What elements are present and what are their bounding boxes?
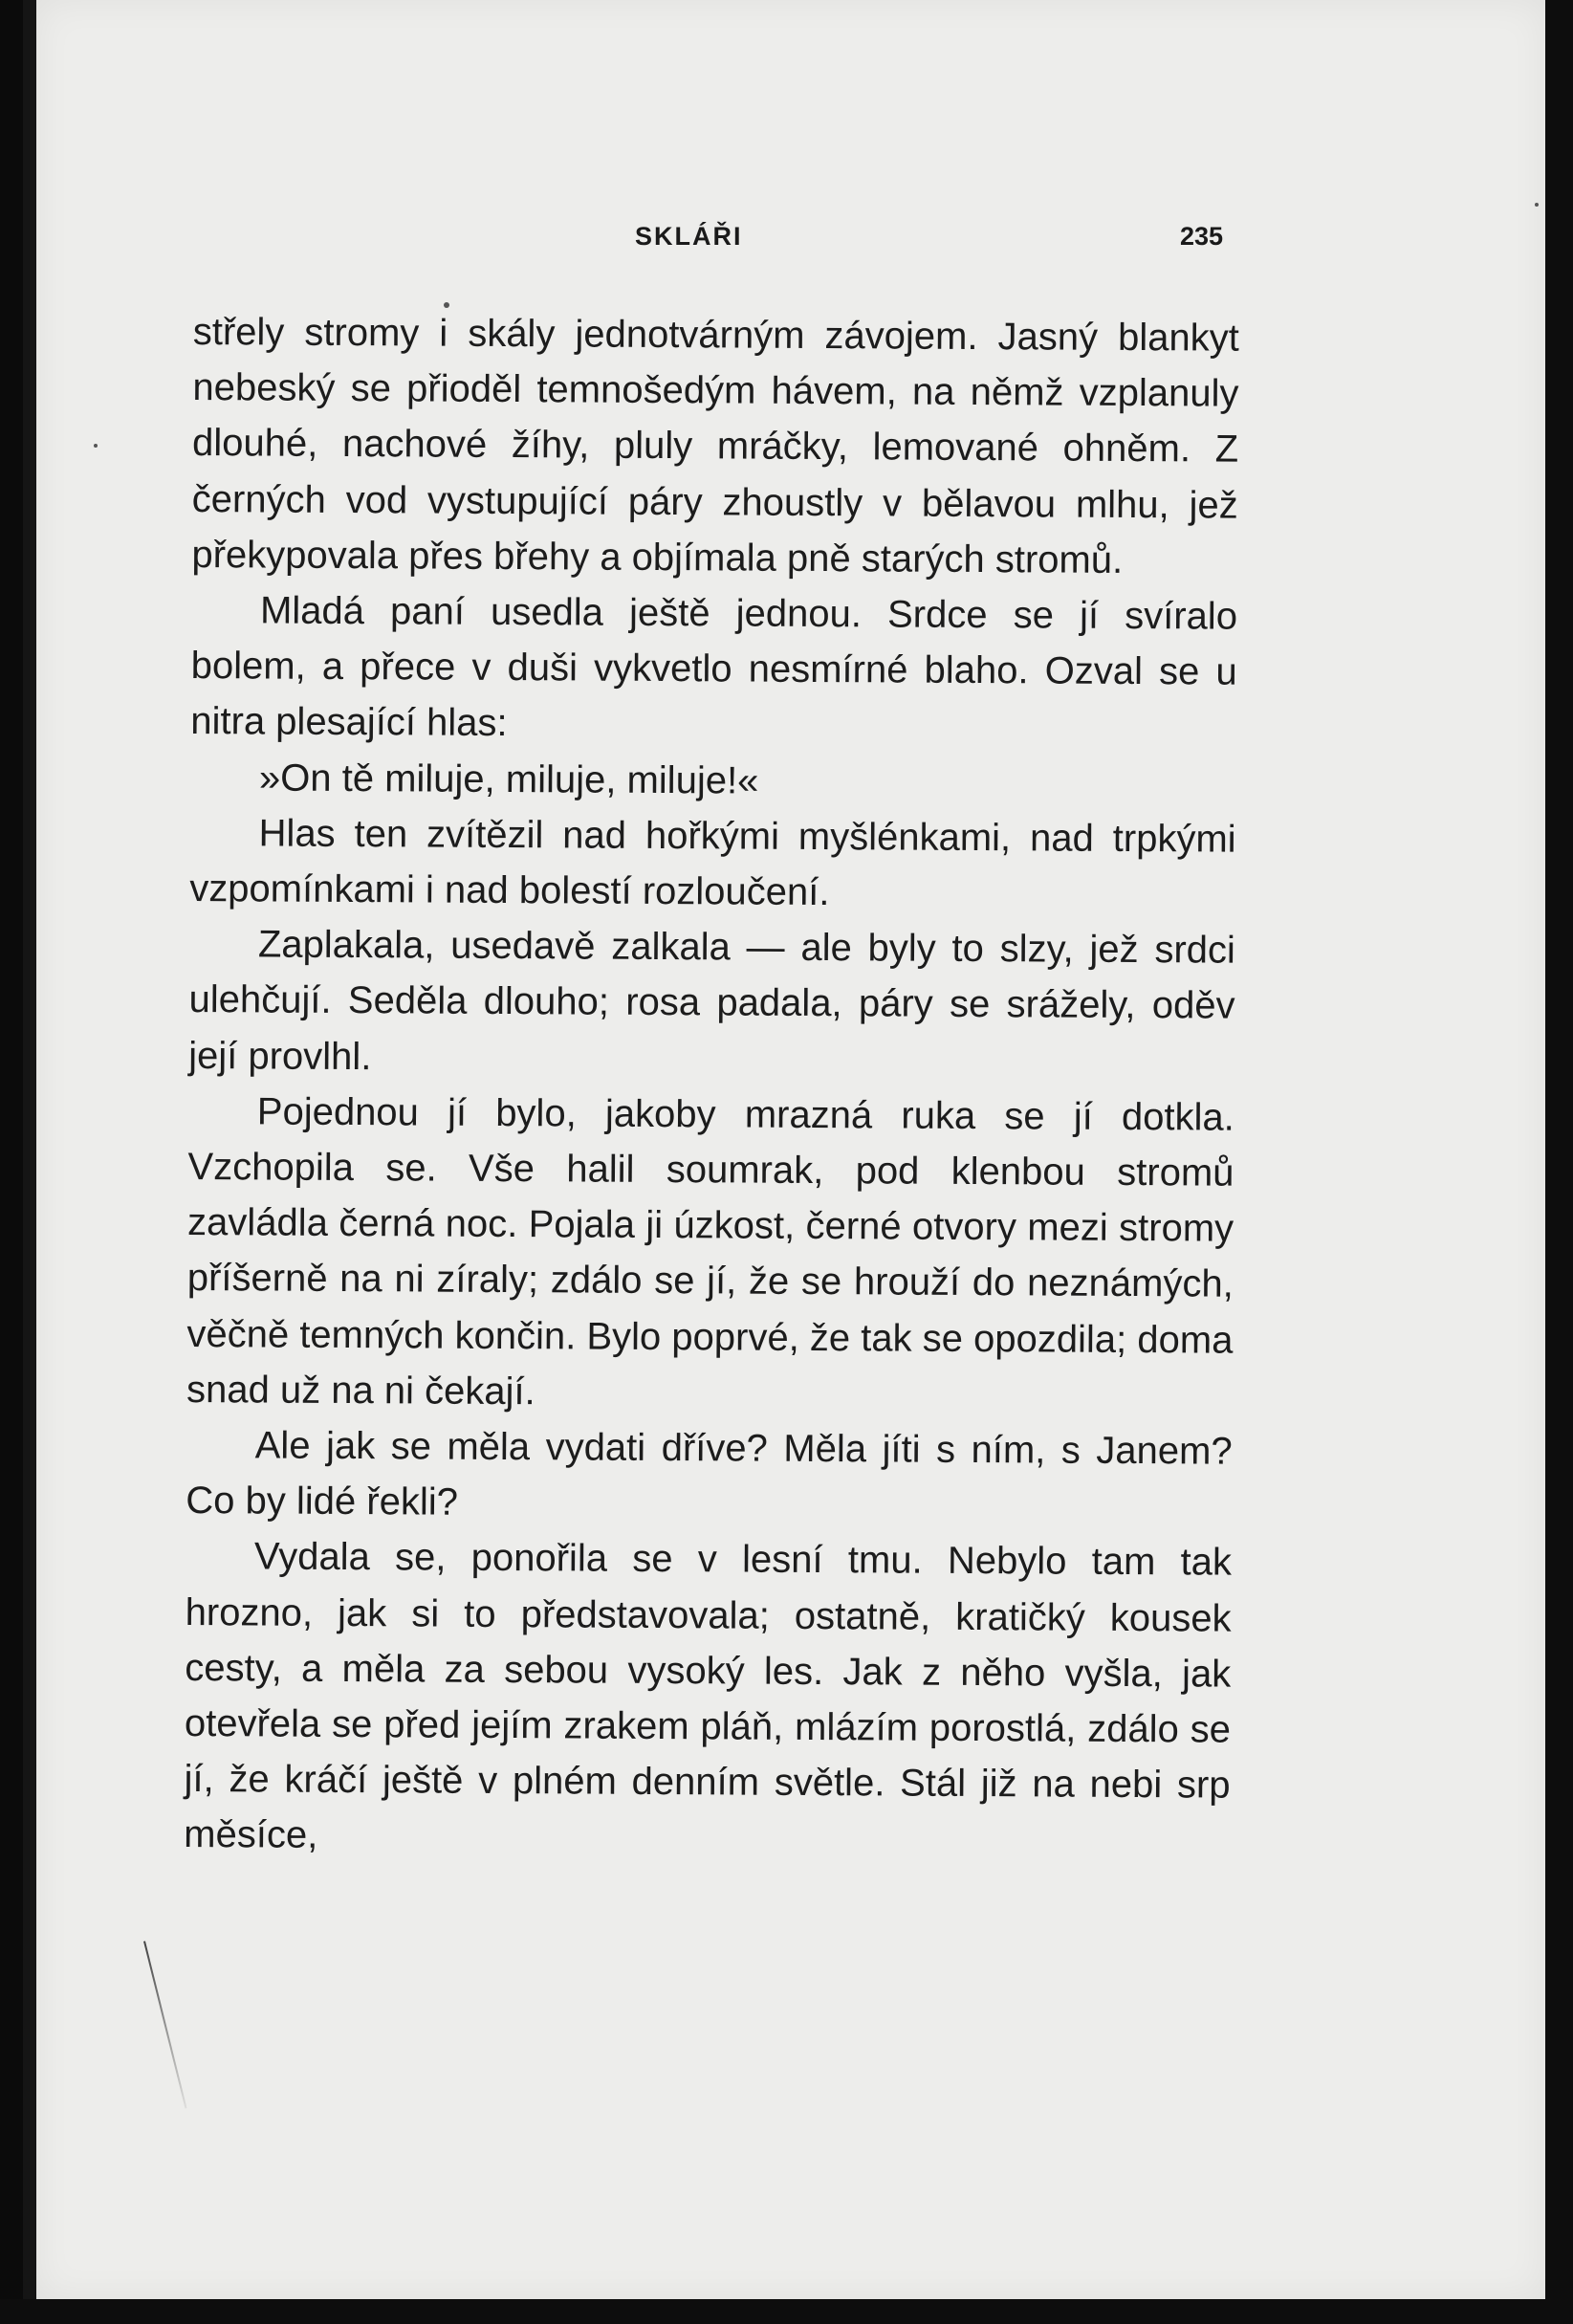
binding-edge [23, 0, 36, 2324]
right-page-edge [1545, 0, 1573, 2324]
paragraph-quote: »On tě miluje, miluje, miluje!« [258, 756, 759, 802]
paragraph: Pojednou jí bylo, jakoby mrazná ruka se jí dotkla. Vzchopila se. Vše halil soumrak, pod klenbou stromů zavládla černá noc. Pojala ji úzkost, černé otvory mezi stromy příšerně na ni zíraly; zdálo se jí, že se hrouží do neznámých, věčně temných končin. Bylo poprvé, že tak se opozdila; doma snad už na ni čekají. [186, 1090, 1234, 1414]
dust-speck [94, 444, 98, 448]
dust-speck [444, 302, 449, 308]
paragraph: Hlas ten zvítězil nad hořkými myšlénkami, nad trpkými vzpomínkami i nad bolestí rozloučení. [189, 812, 1236, 914]
page-number: 235 [1180, 222, 1224, 251]
bottom-page-edge [0, 2299, 1573, 2324]
paragraph-continued: střely stromy i skály jednotvárným závojem. Jasný blankyt nebeský se přioděl temnošedým hávem, na němž vzplanuly dlouhé, nachové žíhy, pluly mráčky, lemované ohněm. Z černých vod vystupující páry zhoustly v bělavou mlhu, jež překypovala přes břehy a objímala pně starých stromů. [191, 310, 1239, 581]
paragraph: Vydala se, ponořila se v lesní tmu. Nebylo tam tak hrozno, jak si to představovala; ostatně, kratičký kousek cesty, a měla za sebou vysoký les. Jak z něho vyšla, jak otevřela se před jejím zrakem pláň, mlázím porostlá, zdálo se jí, že kráčí ještě v plném denním světle. Stál již na nebi srp měsíce, [184, 1535, 1233, 1857]
running-title: SKLÁŘI [635, 222, 743, 251]
paragraph: Zaplakala, usedavě zalkala — ale byly to slzy, jež srdci ulehčují. Seděla dlouho; rosa padala, páry se srážely, oděv její provlhl. [188, 923, 1236, 1078]
running-header [0, 222, 1573, 260]
paragraph: Mladá paní usedla ještě jednou. Srdce se jí svíralo bolem, a přece v duši vykvetlo nesmírné blaho. Ozval se u nitra plesající hlas: [190, 589, 1238, 745]
body-text [184, 304, 1239, 1869]
dust-speck [1535, 203, 1539, 207]
paragraph: Ale jak se měla vydati dříve? Měla jíti s ním, s Janem? Co by lidé řekli? [186, 1424, 1233, 1524]
